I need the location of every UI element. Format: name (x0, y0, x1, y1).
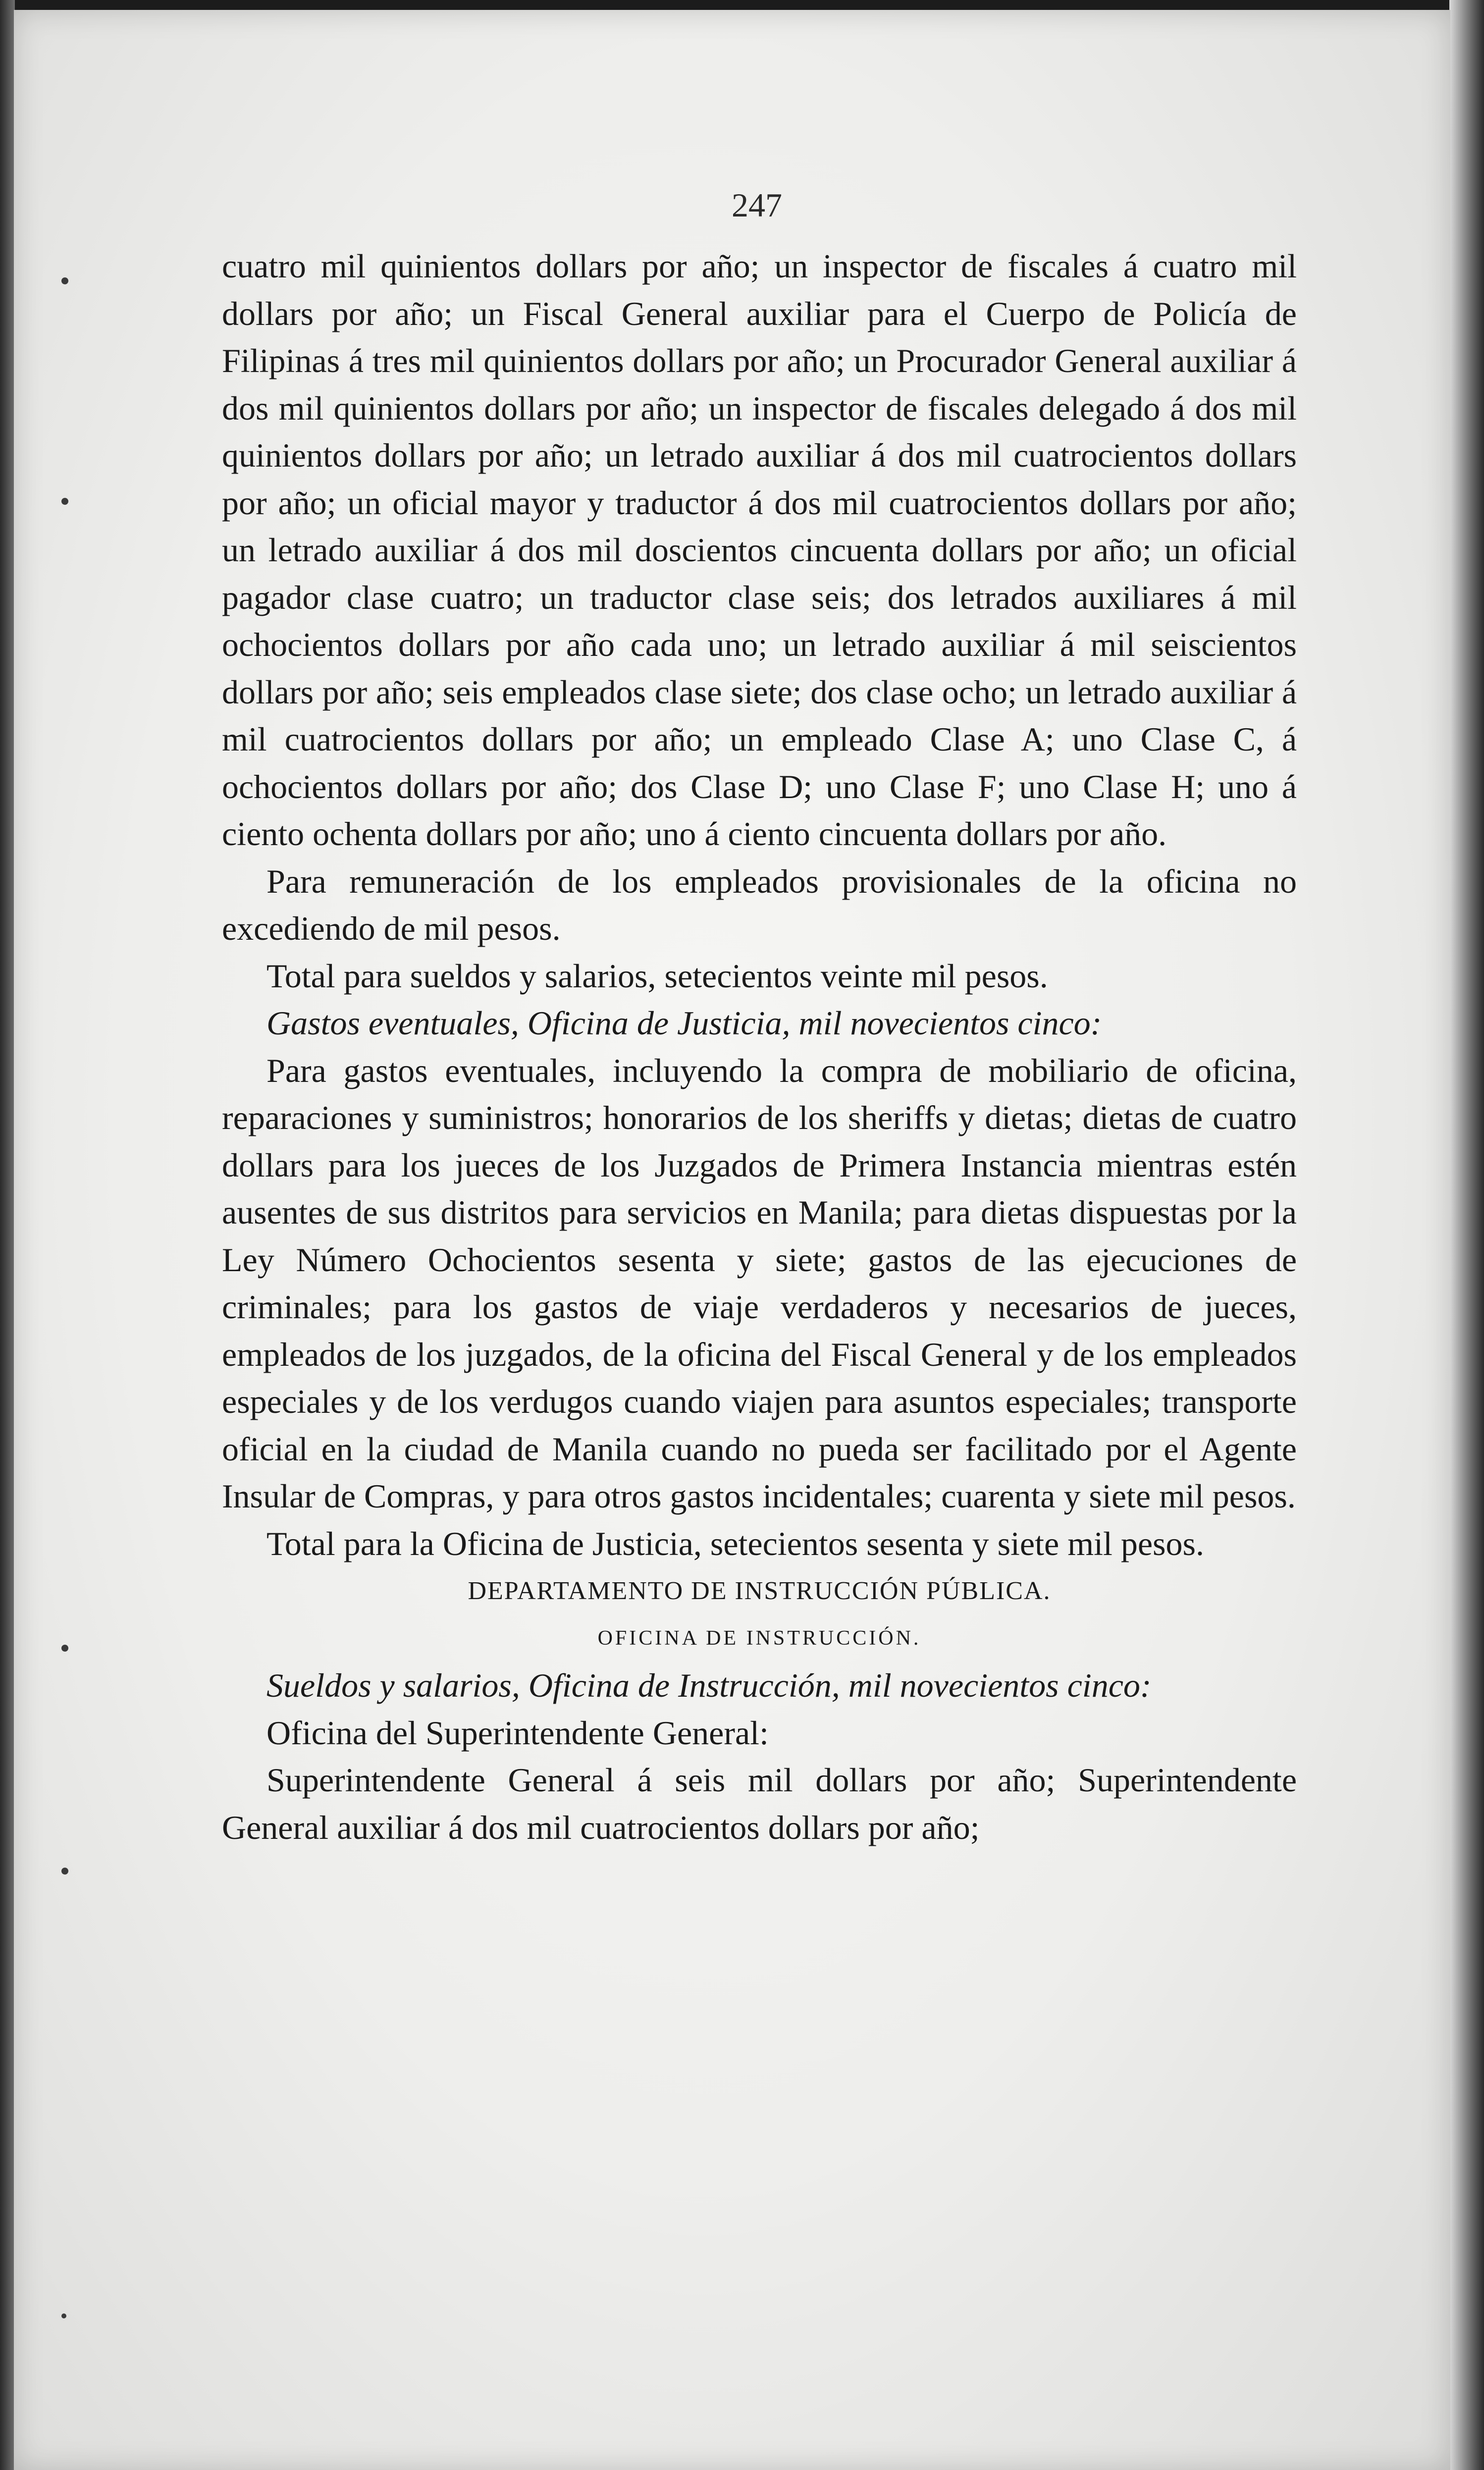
margin-dot (61, 2313, 66, 2318)
heading-department: DEPARTAMENTO DE INSTRUCCIÓN PÚBLICA. (468, 1577, 1051, 1605)
office-label: Oficina del Superintendente General: (266, 1714, 769, 1752)
paragraph-superintendent: Superintendente General á seis mil dollars por año; Superintendente General auxiliar á dos mil cuatrocientos dollars por año; (222, 1761, 1297, 1846)
scan-left-edge (0, 0, 15, 2470)
margin-dot (61, 1645, 68, 1652)
page-number: 247 (732, 186, 782, 224)
paragraph-salaries-continued: cuatro mil quinientos dollars por año; un inspector de fiscales á cuatro mil dollars por año; un Fiscal General auxiliar para el Cuerpo de Policía de Filipinas á tres mil quinientos dollars por año; un Procurador General auxiliar á dos mil quinientos dollars por año; un inspector de fiscales delegado á dos mil quinientos dollars por año; un letrado auxiliar á dos mil cuatrocientos dollars por año; un oficial mayor y traductor á dos mil cuatrocientos dollars por año; un letrado auxiliar á dos mil doscientos cincuenta dollars por año; un oficial pagador clase cuatro; un traductor clase seis; dos letrados auxiliares á mil ochocientos dollars por año cada uno; un letrado auxiliar á mil seiscientos dollars por año; seis empleados clase siete; dos clase ocho; un letrado auxiliar á mil cuatrocientos dollars por año; un empleado Clase A; uno Clase C, á ochocientos dollars por año; dos Clase D; uno Clase F; uno Clase H; uno á ciento ochenta dollars por año; uno á ciento cincuenta dollars por año. (222, 247, 1297, 853)
margin-dot (61, 1868, 68, 1875)
paragraph-temporary-employees: Para remuneración de los empleados provisionales de la oficina no excediendo de mil pesos. (222, 862, 1297, 947)
heading-office: OFICINA DE INSTRUCCIÓN. (597, 1626, 921, 1650)
paragraph-contingent-title: Gastos eventuales, Oficina de Justicia, mil novecientos cinco: (266, 1004, 1102, 1042)
body-text (222, 243, 1297, 1851)
paragraph-contingent-expenses: Para gastos eventuales, incluyendo la compra de mobiliario de oficina, reparaciones y suministros; honorarios de los sheriffs y dietas; dietas de cuatro dollars para los jueces de los Juzgados de Primera Instancia mientras estén ausentes de sus distritos para servicios en Manila; para dietas dispuestas por la Ley Número Ochocientos sesenta y siete; gastos de las ejecuciones de criminales; para los gastos de viaje verdaderos y necesarios de jueces, empleados de los juzgados, de la oficina del Fiscal General y de los empleados especiales y de los verdugos cuando viajen para asuntos especiales; transporte oficial en la ciudad de Manila cuando no pueda ser facilitado por el Agente Insular de Compras, y para otros gastos incidentales; cuarenta y siete mil pesos. (222, 1051, 1297, 1515)
paragraph-total-justice: Total para la Oficina de Justicia, setecientos sesenta y siete mil pesos. (266, 1524, 1204, 1562)
section-title: Sueldos y salarios, Oficina de Instrucción, mil novecientos cinco: (266, 1666, 1152, 1704)
margin-dot (61, 498, 68, 505)
margin-dot (61, 277, 68, 284)
scan-right-edge (1449, 0, 1484, 2470)
document-page (14, 10, 1450, 2470)
paragraph-total-salaries: Total para sueldos y salarios, setecientos veinte mil pesos. (266, 957, 1048, 995)
